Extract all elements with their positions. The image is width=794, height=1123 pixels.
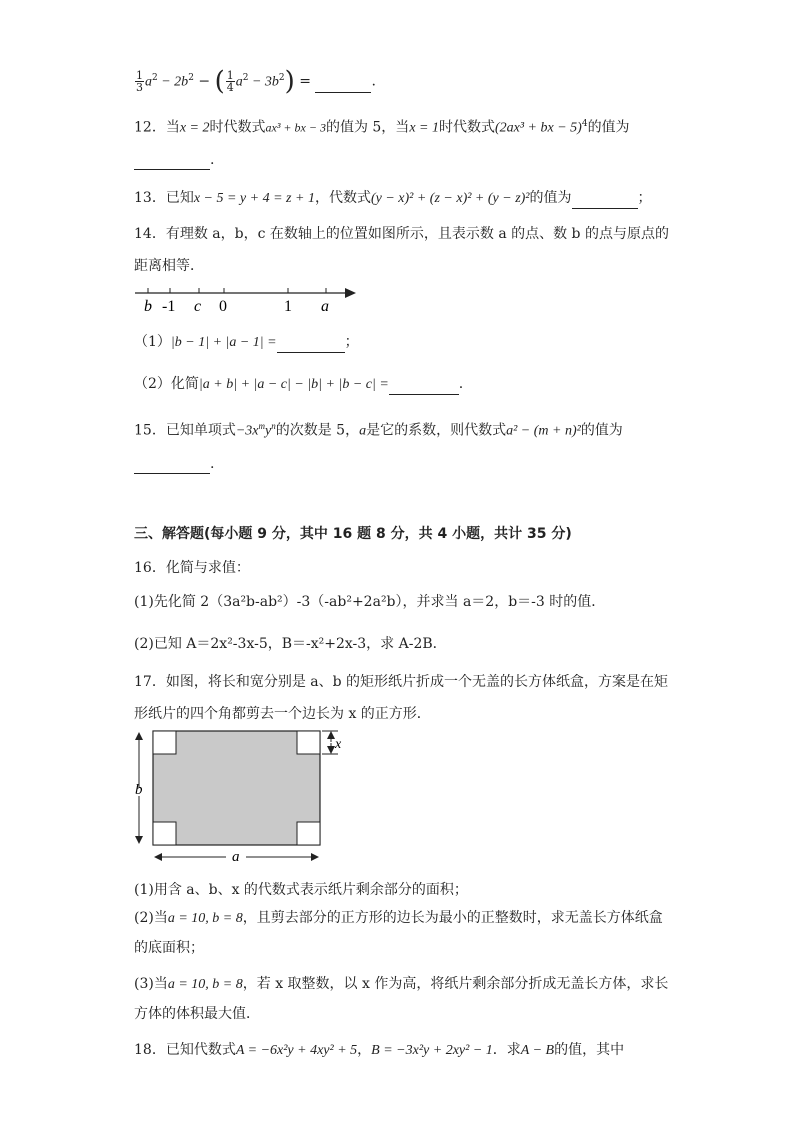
corner-square-tl <box>153 731 176 754</box>
q14-line2: 距离相等． <box>134 258 204 274</box>
q17-part3-line1: (3)当a = 10, b = 8，若 x 取整数，以 x 作为高，将纸片剩余部分折成无盖长方体，求长 <box>134 976 669 992</box>
q17-line2: 形纸片的四个角都剪去一个边长为 x 的正方形． <box>134 706 431 722</box>
q16-part1: (1)先化简 2（3a²b-ab²）-3（-ab²+2a²b），并求当 a＝2，b＝-3 时的值． <box>134 594 606 610</box>
q11-tail: $\frac{1}{3}$ $a^2 - 2b^2$ − ( $\frac{1}{4}$ $a^2 - 3b^2$) = . <box>136 66 376 97</box>
answer-blank[interactable] <box>134 459 210 474</box>
q12-line1: 12．当x = 2时代数式ax³ + bx − 3的值为 5，当x = 1时代数式(2ax³ + bx − 5)$^4$的值为 <box>134 119 630 136</box>
rectangle-paper-figure <box>126 724 356 870</box>
paper-rectangle <box>153 731 320 845</box>
q14-sub2: （2）化简|a + b| + |a − c| − |b| + |b − c| = . <box>134 374 463 395</box>
q17-part2-line2: 的底面积； <box>134 940 204 956</box>
q17-part3-line2: 方体的体积最大值． <box>134 1006 260 1022</box>
dim-b-label: b <box>135 782 143 798</box>
corner-square-br <box>297 822 320 845</box>
q17-line1: 17．如图，将长和宽分别是 a、b 的矩形纸片折成一个无盖的长方体纸盒，方案是在矩 <box>134 674 669 690</box>
corner-square-bl <box>153 822 176 845</box>
fraction-one-third: $\frac{1}{3}$ <box>136 69 143 95</box>
q14-line1: 14．有理数 a，b，c 在数轴上的位置如图所示，且表示数 a 的点、数 b 的点与原点的 <box>134 226 669 242</box>
dim-a-label: a <box>232 849 240 865</box>
answer-blank[interactable] <box>315 78 371 93</box>
answer-blank[interactable] <box>134 155 210 170</box>
label-minus1: -1 <box>162 298 176 315</box>
fraction-one-fourth: $\frac{1}{4}$ <box>226 69 234 95</box>
answer-blank[interactable] <box>389 380 459 395</box>
q14-sub1: （1）|b − 1| + |a − 1| = ； <box>134 332 359 353</box>
q17-part1: (1)用含 a、b、x 的代数式表示纸片剩余部分的面积； <box>134 882 468 898</box>
label-0: 0 <box>219 298 227 315</box>
label-c: c <box>194 298 202 315</box>
answer-blank[interactable] <box>572 194 638 209</box>
q13: 13．已知x − 5 = y + 4 = z + 1，代数式(y − x)² + (z − x)² + (y − z)²的值为 ； <box>134 188 652 209</box>
q12-line2: . <box>134 150 214 170</box>
label-a: a <box>321 298 329 315</box>
q17-part2-line1: (2)当a = 10, b = 8，且剪去部分的正方形的边长为最小的正整数时，求无盖长方体纸盒 <box>134 910 663 926</box>
q15-line1: 15．已知单项式$-3x^my^n$的次数是 5，a是它的系数，则代数式a² − (m + n)²的值为 <box>134 421 623 439</box>
q16-part2: (2)已知 A＝2x²-3x-5，B＝-x²+2x-3，求 A-2B． <box>134 636 447 652</box>
q16-title: 16．化简与求值： <box>134 560 250 576</box>
label-1: 1 <box>284 298 292 315</box>
q15-line2: . <box>134 454 214 474</box>
number-line-figure <box>130 282 370 318</box>
q18-line1: 18．已知代数式A = −6x²y + 4xy² + 5，B = −3x²y + 2xy² − 1．求A − B的值，其中 <box>134 1042 625 1058</box>
section-3-title: 三、解答题(每小题 9 分，其中 16 题 8 分，共 4 小题，共计 35 分) <box>134 526 572 542</box>
dim-x-label: x <box>335 737 342 752</box>
answer-blank[interactable] <box>277 338 345 353</box>
label-b: b <box>144 298 152 315</box>
arrow-right-icon <box>345 288 356 298</box>
corner-square-tr <box>297 731 320 754</box>
